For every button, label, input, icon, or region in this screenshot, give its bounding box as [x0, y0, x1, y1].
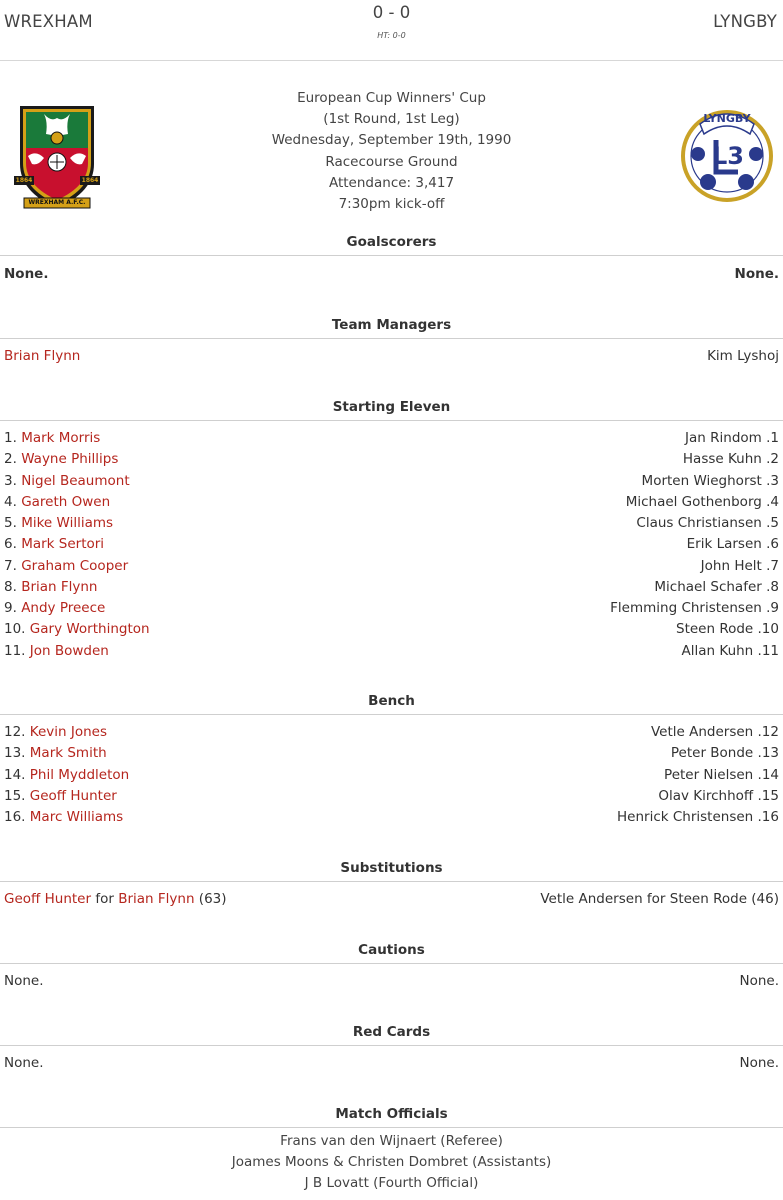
- round: (1st Round, 1st Leg): [323, 111, 460, 128]
- shirt-number: 3.: [4, 472, 17, 489]
- shirt-number: 8.: [4, 578, 17, 595]
- player-link[interactable]: Mark Smith: [29, 745, 107, 762]
- cautions-row: [0, 971, 783, 992]
- competition: European Cup Winners' Cup: [297, 90, 486, 106]
- home-player: [4, 556, 128, 577]
- home-player: [4, 428, 100, 449]
- home-player: [4, 449, 118, 470]
- shirt-number: 13.: [4, 745, 26, 762]
- shirt-number: 15.: [4, 787, 26, 804]
- home-player: [4, 807, 123, 828]
- section-goalscorers: Goalscorers: [0, 232, 783, 256]
- shirt-number: 4.: [4, 493, 17, 510]
- starting-eleven-row: [0, 556, 783, 577]
- player-link[interactable]: Graham Cooper: [21, 557, 129, 574]
- bench-row: [0, 722, 783, 743]
- away-player: Vetle Andersen .12: [650, 724, 779, 740]
- player-link[interactable]: Gareth Owen: [21, 493, 111, 510]
- home-goalscorers: None.: [4, 266, 49, 282]
- player-link[interactable]: Nigel Beaumont: [21, 472, 130, 489]
- away-player: Jan Rindom .1: [685, 430, 779, 446]
- red-cards-row: [0, 1053, 783, 1074]
- away-player: Michael Schafer .8: [654, 578, 779, 595]
- shirt-number: 5.: [4, 515, 17, 531]
- away-team-name[interactable]: LYNGBY: [713, 12, 777, 31]
- starting-eleven-row: [0, 492, 783, 513]
- venue: Racecourse Ground: [325, 153, 458, 170]
- away-player: Henrick Christensen .16: [617, 809, 779, 825]
- starting-eleven-row: [0, 428, 783, 449]
- sub-minute: (63): [194, 891, 227, 907]
- crest-year-right: 1864: [81, 177, 99, 184]
- home-player: [4, 471, 130, 492]
- bench-row: [0, 743, 783, 764]
- shirt-number: 14.: [4, 766, 26, 783]
- section-managers: Team Managers: [0, 315, 783, 339]
- shirt-number: 10.: [4, 621, 26, 638]
- starting-eleven-row: [0, 598, 783, 619]
- crest-banner: WREXHAM A.F.C.: [28, 199, 86, 206]
- away-player: Peter Nielsen .14: [664, 766, 779, 783]
- bench-row: [0, 786, 783, 807]
- referee: Frans van den Wijnaert (Referee): [280, 1133, 503, 1149]
- away-player: Peter Bonde .13: [670, 745, 779, 762]
- crest-monogram: L3: [712, 142, 744, 170]
- starting-eleven-row: [0, 641, 783, 662]
- home-player: [4, 743, 107, 764]
- home-player: [4, 534, 104, 555]
- assistants: Joames Moons & Christen Dombret (Assistants): [231, 1154, 552, 1170]
- player-link[interactable]: Mark Morris: [21, 430, 101, 446]
- player-link[interactable]: Wayne Phillips: [21, 451, 119, 468]
- sub-off-link[interactable]: Brian Flynn: [118, 891, 195, 907]
- starting-eleven-row: [0, 577, 783, 598]
- match-info: [0, 88, 783, 215]
- goalscorers-row: [0, 264, 783, 285]
- away-manager: Kim Lyshoj: [707, 348, 779, 364]
- home-player: [4, 641, 109, 662]
- sub-for-text: for: [91, 891, 119, 907]
- home-player: [4, 765, 129, 786]
- away-player: Michael Gothenborg .4: [625, 493, 779, 510]
- shirt-number: 16.: [4, 809, 26, 825]
- away-red-cards: None.: [739, 1055, 779, 1071]
- away-player: Hasse Kuhn .2: [682, 451, 779, 468]
- shirt-number: 9.: [4, 600, 17, 616]
- starting-eleven-row: [0, 513, 783, 534]
- shirt-number: 11.: [4, 642, 26, 659]
- kick-off: 7:30pm kick-off: [338, 196, 445, 213]
- crest-team-text: LYNGBY: [703, 112, 751, 125]
- home-player: [4, 786, 117, 807]
- section-cautions: Cautions: [0, 940, 783, 964]
- away-player: Flemming Christensen .9: [610, 600, 779, 616]
- away-player: Olav Kirchhoff .15: [658, 787, 779, 804]
- player-link[interactable]: Jon Bowden: [29, 642, 109, 659]
- shirt-number: 1.: [4, 430, 17, 446]
- match-header: [0, 0, 783, 61]
- player-link[interactable]: Gary Worthington: [29, 621, 150, 638]
- player-link[interactable]: Mark Sertori: [21, 536, 105, 553]
- home-player: [4, 598, 105, 619]
- home-substitution: [4, 889, 227, 910]
- sub-on-link[interactable]: Geoff Hunter: [4, 891, 92, 907]
- away-player: Morten Wieghorst .3: [641, 472, 779, 489]
- away-player: Steen Rode .10: [676, 621, 779, 638]
- home-player: [4, 722, 107, 743]
- section-red-cards: Red Cards: [0, 1022, 783, 1046]
- starting-eleven-row: [0, 534, 783, 555]
- crest-year-left: 1864: [15, 177, 33, 184]
- section-starting-eleven: Starting Eleven: [0, 397, 783, 421]
- player-link[interactable]: Marc Williams: [29, 809, 124, 825]
- away-player: Erik Larsen .6: [686, 536, 779, 553]
- home-manager-link[interactable]: Brian Flynn: [4, 348, 81, 364]
- shirt-number: 6.: [4, 536, 17, 553]
- player-link[interactable]: Geoff Hunter: [29, 787, 117, 804]
- away-player: Allan Kuhn .11: [681, 642, 779, 659]
- player-link[interactable]: Kevin Jones: [29, 724, 107, 740]
- home-cautions: None.: [4, 973, 44, 989]
- home-team-name[interactable]: WREXHAM: [4, 12, 93, 31]
- away-player: Claus Christiansen .5: [636, 515, 779, 531]
- starting-eleven-row: [0, 471, 783, 492]
- player-link[interactable]: Brian Flynn: [21, 578, 98, 595]
- player-link[interactable]: Mike Williams: [21, 515, 114, 531]
- home-player: [4, 492, 110, 513]
- starting-eleven-row: [0, 449, 783, 470]
- player-link[interactable]: Andy Preece: [21, 600, 106, 616]
- attendance: Attendance: 3,417: [328, 174, 455, 191]
- match-date: Wednesday, September 19th, 1990: [271, 132, 512, 149]
- player-link[interactable]: Phil Myddleton: [29, 766, 130, 783]
- fourth-official: J B Lovatt (Fourth Official): [304, 1175, 479, 1191]
- managers-row: [0, 346, 783, 367]
- starting-eleven-row: [0, 619, 783, 640]
- section-bench: Bench: [0, 691, 783, 715]
- away-goalscorers: None.: [734, 266, 779, 282]
- home-player: [4, 619, 150, 640]
- section-match-officials: Match Officials: [0, 1104, 783, 1128]
- shirt-number: 7.: [4, 557, 17, 574]
- bench-row: [0, 807, 783, 828]
- away-substitution: Vetle Andersen for Steen Rode (46): [540, 891, 779, 907]
- home-red-cards: None.: [4, 1055, 44, 1071]
- home-player: [4, 577, 98, 598]
- home-player: [4, 513, 113, 534]
- away-player: John Helt .7: [700, 557, 779, 574]
- half-time-score: HT: 0-0: [377, 31, 406, 40]
- shirt-number: 2.: [4, 451, 17, 468]
- away-cautions: None.: [739, 973, 779, 989]
- bench-row: [0, 765, 783, 786]
- shirt-number: 12.: [4, 724, 26, 740]
- match-score: 0 - 0: [372, 3, 411, 22]
- section-substitutions: Substitutions: [0, 858, 783, 882]
- substitutions-row: [0, 889, 783, 910]
